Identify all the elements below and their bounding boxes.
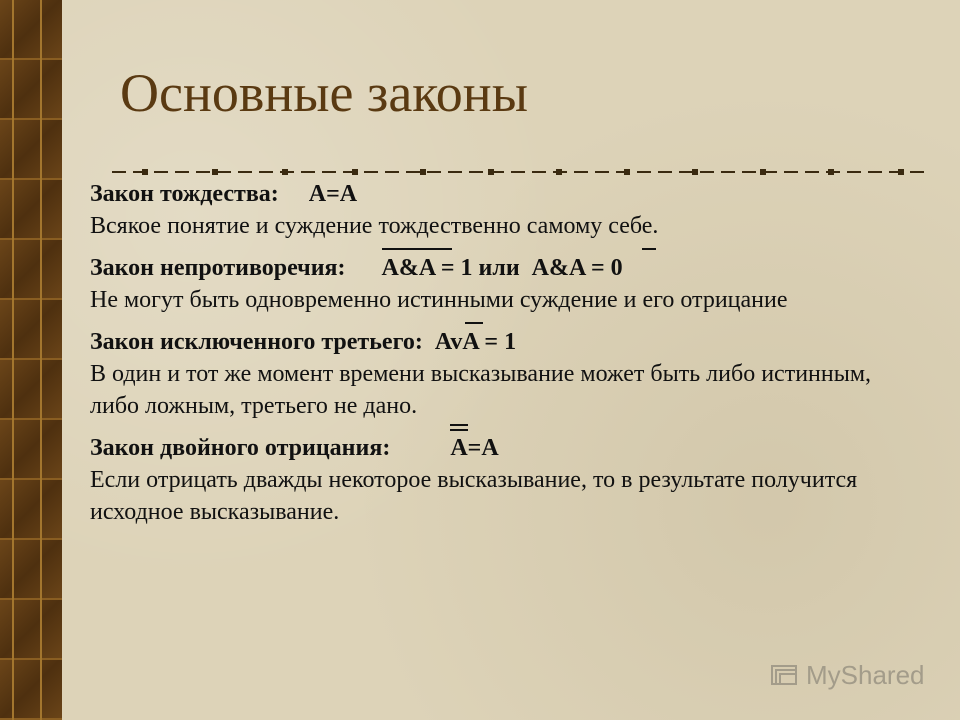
law-formula-wrapper (450, 432, 498, 464)
decorative-left-border (0, 0, 62, 720)
watermark-logo (770, 655, 930, 695)
law-description: Всякое понятие и суждение тождественно самому себе. (90, 213, 659, 239)
folder-stack-icon (770, 662, 800, 688)
law-description: Не могут быть одновременно истинными суждение и его отрицание (90, 287, 788, 313)
laws-content (90, 178, 920, 528)
law-name: Закон исключенного третьего: (90, 329, 423, 355)
law-formula: A=A (308, 181, 358, 207)
negation-overline (450, 424, 468, 426)
law-formula: AvA = 1 (434, 329, 517, 355)
law-description: Если отрицать дважды некоторое высказывание, то в результате получится исходное высказывание. (90, 467, 858, 525)
law-double-negation-heading (90, 432, 920, 464)
law-name: Закон непротиворечия: (90, 255, 346, 281)
law-excluded-middle (90, 326, 920, 422)
law-name: Закон тождества: (90, 181, 279, 207)
law-formula-wrapper (435, 326, 516, 358)
watermark-text: MyShared (806, 659, 925, 690)
law-description: В один и тот же момент времени высказывание может быть либо истинным, либо ложным, третьего не дано. (90, 361, 872, 419)
law-double-negation (90, 432, 920, 528)
law-name: Закон двойного отрицания: (90, 435, 391, 461)
law-identity (90, 178, 920, 242)
law-non-contradiction-heading (90, 252, 920, 284)
law-non-contradiction (90, 252, 920, 316)
law-excluded-middle-heading (90, 326, 920, 358)
negation-overline (465, 322, 483, 324)
negation-overline (450, 429, 468, 431)
negation-overline (642, 248, 656, 250)
slide-title: Основные законы (120, 63, 528, 123)
law-formula-wrapper (382, 252, 623, 284)
law-formula: A=A (450, 435, 499, 461)
law-formula: A&A = 1 или A&A = 0 (381, 255, 623, 281)
law-identity-heading (90, 178, 920, 210)
negation-overline (382, 248, 452, 250)
